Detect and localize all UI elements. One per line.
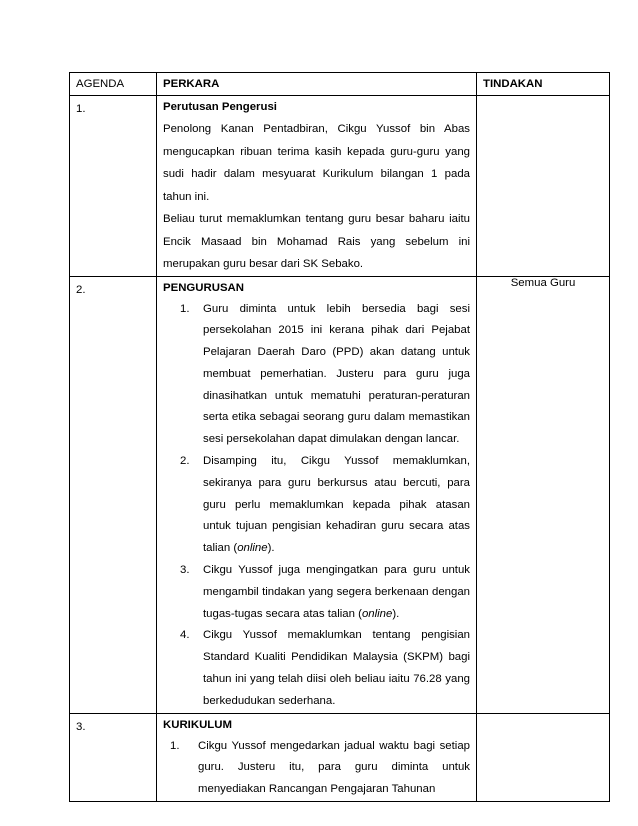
perkara-cell	[157, 96, 477, 277]
agenda-cell	[70, 96, 157, 277]
item-number: 1.	[170, 739, 180, 752]
agenda-number: 3.	[76, 720, 86, 733]
item-italic: online	[237, 542, 268, 555]
perkara-cell	[157, 276, 477, 713]
item-list	[163, 736, 470, 801]
section-title: PENGURUSAN	[163, 281, 245, 294]
list-item	[163, 625, 470, 712]
item-text: Cikgu Yussof memaklumkan tentang pengisian Standard Kualiti Pendidikan Malaysia (SKPM) bagi tahun ini yang telah diisi oleh beliau iaitu 76.28 yang berkedudukan sederhana.	[203, 629, 470, 707]
tindakan-cell	[477, 713, 610, 801]
list-item	[163, 299, 470, 452]
item-text-end: ).	[392, 607, 400, 620]
header-agenda: AGENDA	[70, 73, 157, 96]
table-row	[70, 96, 610, 277]
perkara-cell	[157, 713, 477, 801]
list-item	[163, 736, 470, 801]
tindakan-cell: Semua Guru	[477, 276, 610, 713]
table-header-row	[70, 73, 610, 96]
item-list	[163, 299, 470, 713]
agenda-number: 2.	[76, 283, 86, 296]
item-number: 1.	[180, 302, 190, 315]
item-number: 3.	[180, 564, 190, 577]
header-tindakan: TINDAKAN	[477, 73, 610, 96]
agenda-cell	[70, 276, 157, 713]
header-perkara: PERKARA	[157, 73, 477, 96]
item-number: 4.	[180, 629, 190, 642]
tindakan-cell	[477, 96, 610, 277]
item-text: Disamping itu, Cikgu Yussof memaklumkan, sekiranya para guru berkursus atau bercuti, para guru perlu memaklumkan kepada pihak atasan untuk tujuan pengisian kehadiran guru secara atas talian (	[203, 455, 470, 555]
table-row	[70, 276, 610, 713]
agenda-number: 1.	[76, 103, 86, 115]
section-title: Perutusan Pengerusi	[163, 101, 277, 113]
paragraph: Beliau turut memaklumkan tentang guru besar baharu iaitu Encik Masaad bin Mohamad Rais yang sebelum ini merupakan guru besar dari SK Sebako.	[163, 213, 470, 270]
table-row	[70, 713, 610, 801]
item-italic: online	[361, 607, 393, 620]
minutes-table	[69, 72, 610, 802]
item-text: Guru diminta untuk lebih bersedia bagi sesi persekolahan 2015 ini kerana pihak dari Pejabat Pelajaran Daerah Daro (PPD) akan datang untuk membuat pemerhatian. Justeru para guru juga dinasihatkan untuk mematuhi peraturan-peraturan serta etika sebagai seorang guru dalam memastikan sesi persekolahan dapat dimulakan dengan lancar.	[203, 302, 470, 446]
item-text: Cikgu Yussof mengedarkan jadual waktu bagi setiap guru. Justeru itu, para guru diminta untuk menyediakan Rancangan Pengajaran Tahunan	[198, 739, 470, 796]
item-number: 2.	[180, 455, 190, 468]
item-text-end: ).	[267, 542, 275, 555]
agenda-cell	[70, 713, 157, 801]
item-text: Cikgu Yussof juga mengingatkan para guru untuk mengambil tindakan yang segera berkenaan dengan tugas-tugas secara atas talian (	[203, 564, 470, 620]
section-title: KURIKULUM	[163, 718, 232, 731]
list-item	[163, 451, 470, 560]
paragraph: Penolong Kanan Pentadbiran, Cikgu Yussof bin Abas mengucapkan ribuan terima kasih kepada guru-guru yang sudi hadir dalam mesyuarat Kurikulum bilangan 1 pada tahun ini.	[163, 123, 470, 203]
list-item	[163, 560, 470, 625]
